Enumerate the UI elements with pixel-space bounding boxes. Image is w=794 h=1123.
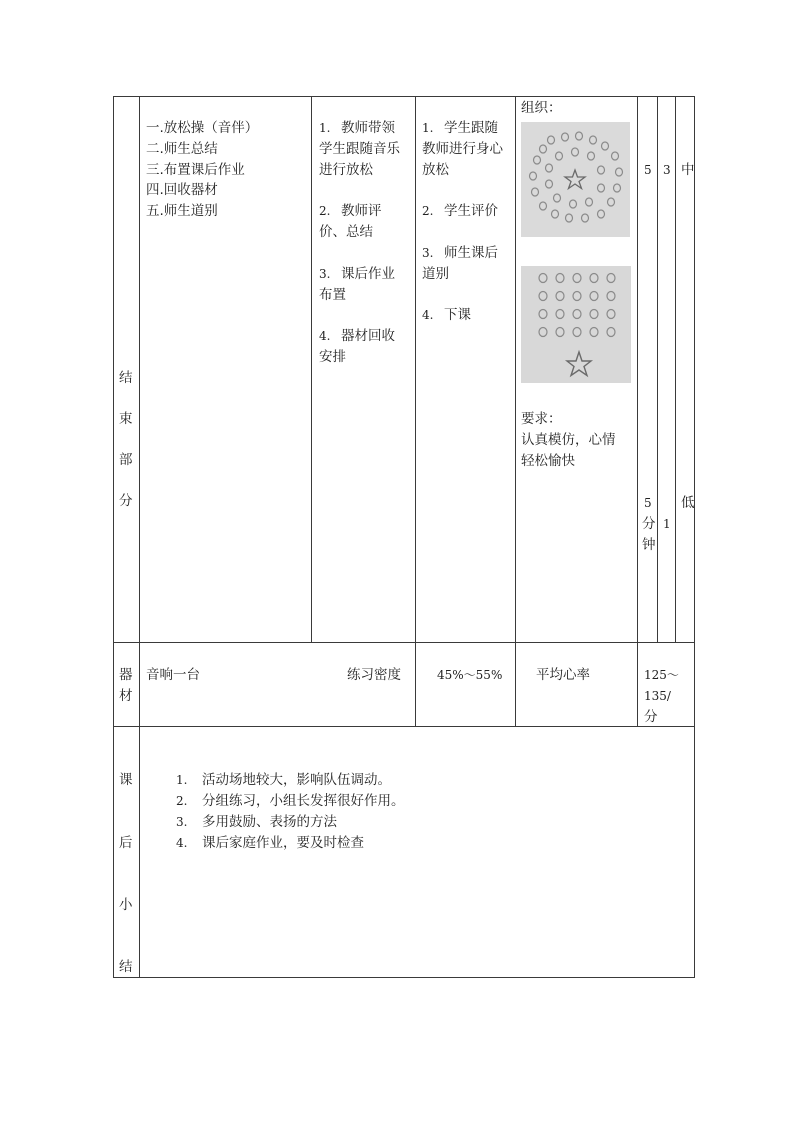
- student-item-line: 学生跟随: [444, 120, 498, 136]
- section-label-char-3: 部: [119, 452, 133, 468]
- formation-photo-circle: [521, 122, 630, 237]
- student-item-line: 师生课后: [444, 245, 498, 261]
- student-item-line: 教师进行身心: [422, 141, 503, 157]
- content-item: 五.师生道别: [146, 203, 218, 219]
- heart-rate-label: 平均心率: [536, 667, 590, 683]
- time-bottom-unit-2: 钟: [642, 537, 656, 553]
- org-col-divider: [637, 96, 638, 727]
- summary-item-number: 3.: [176, 815, 188, 829]
- requirement-line: 认真模仿，心情: [521, 432, 616, 448]
- border-right: [694, 96, 695, 978]
- summary-label-char-2: 后: [119, 835, 133, 851]
- content-item: 四.回收器材: [146, 182, 218, 198]
- row-divider-2: [113, 726, 695, 727]
- content-item: 二.师生总结: [146, 141, 218, 157]
- organization-label: 组织：: [521, 100, 562, 116]
- teacher-item-line: 器材回收: [341, 328, 395, 344]
- teacher-item-number: 4.: [319, 329, 331, 343]
- label-col-divider: [139, 96, 140, 978]
- student-item-number: 1.: [422, 121, 434, 135]
- intensity-top: 中: [681, 162, 695, 178]
- equipment-label-char-2: 材: [119, 688, 133, 704]
- summary-item-number: 1.: [176, 773, 188, 787]
- summary-item-number: 2.: [176, 794, 188, 808]
- requirement-label: 要求：: [521, 411, 562, 427]
- student-item-line: 道别: [422, 266, 449, 282]
- intensity-bottom: 低: [681, 495, 695, 511]
- summary-item-text: 活动场地较大，影响队伍调动。: [202, 772, 391, 788]
- heart-rate-line: 125～: [644, 668, 679, 682]
- summary-item-text: 分组练习，小组长发挥很好作用。: [202, 793, 405, 809]
- summary-label-char-1: 课: [119, 772, 133, 788]
- teacher-col-divider: [415, 96, 416, 727]
- teacher-item-line: 学生跟随音乐: [319, 141, 400, 157]
- section-label-char-1: 结: [119, 370, 133, 386]
- teacher-item-line: 价、总结: [319, 224, 373, 240]
- content-item: 一.放松操（音伴）: [146, 120, 259, 136]
- student-item-line: 下课: [444, 307, 471, 323]
- teacher-item-line: 教师评: [341, 203, 382, 219]
- requirement-line: 轻松愉快: [521, 453, 575, 469]
- content-col-divider: [311, 96, 312, 643]
- student-item-number: 4.: [422, 308, 434, 322]
- content-item: 三.布置课后作业: [146, 162, 245, 178]
- summary-label-char-4: 结: [119, 959, 133, 975]
- equipment-label-char-1: 器: [119, 667, 133, 683]
- teacher-item-line: 安排: [319, 349, 346, 365]
- section-label-char-2: 束: [119, 411, 133, 427]
- student-item-line: 放松: [422, 162, 449, 178]
- circle-formation-sketch: [521, 122, 630, 237]
- summary-item-number: 4.: [176, 836, 188, 850]
- summary-item-text: 课后家庭作业，要及时检查: [202, 835, 364, 851]
- student-item-number: 2.: [422, 204, 434, 218]
- formation-photo-grid: [521, 266, 631, 383]
- count-bottom: 1: [663, 517, 671, 531]
- student-item-line: 学生评价: [444, 203, 498, 219]
- time-col-divider: [657, 96, 658, 643]
- teacher-item-line: 布置: [319, 287, 346, 303]
- density-label: 练习密度: [347, 667, 401, 683]
- count-top: 3: [663, 163, 671, 177]
- count-col-divider: [675, 96, 676, 643]
- teacher-item-line: 课后作业: [341, 266, 395, 282]
- heart-rate-line: 分: [644, 709, 658, 725]
- section-label-char-4: 分: [119, 493, 133, 509]
- student-col-divider: [515, 96, 516, 727]
- density-value: 45%～55%: [437, 668, 503, 682]
- teacher-item-line: 进行放松: [319, 162, 373, 178]
- equipment-value: 音响一台: [146, 667, 200, 683]
- teacher-item-number: 1.: [319, 121, 331, 135]
- border-top: [113, 96, 695, 97]
- time-top: 5: [644, 163, 652, 177]
- border-bottom: [113, 977, 695, 978]
- student-item-number: 3.: [422, 246, 434, 260]
- teacher-item-number: 2.: [319, 204, 331, 218]
- heart-rate-line: 135/: [644, 689, 671, 703]
- border-left: [113, 96, 114, 978]
- summary-label-char-3: 小: [119, 897, 133, 913]
- summary-item-text: 多用鼓励、表扬的方法: [202, 814, 337, 830]
- teacher-item-number: 3.: [319, 267, 331, 281]
- time-bottom-value: 5: [644, 496, 652, 510]
- teacher-item-line: 教师带领: [341, 120, 395, 136]
- grid-formation-sketch: [521, 266, 631, 383]
- row-divider-1: [113, 642, 695, 643]
- time-bottom-unit-1: 分: [642, 516, 656, 532]
